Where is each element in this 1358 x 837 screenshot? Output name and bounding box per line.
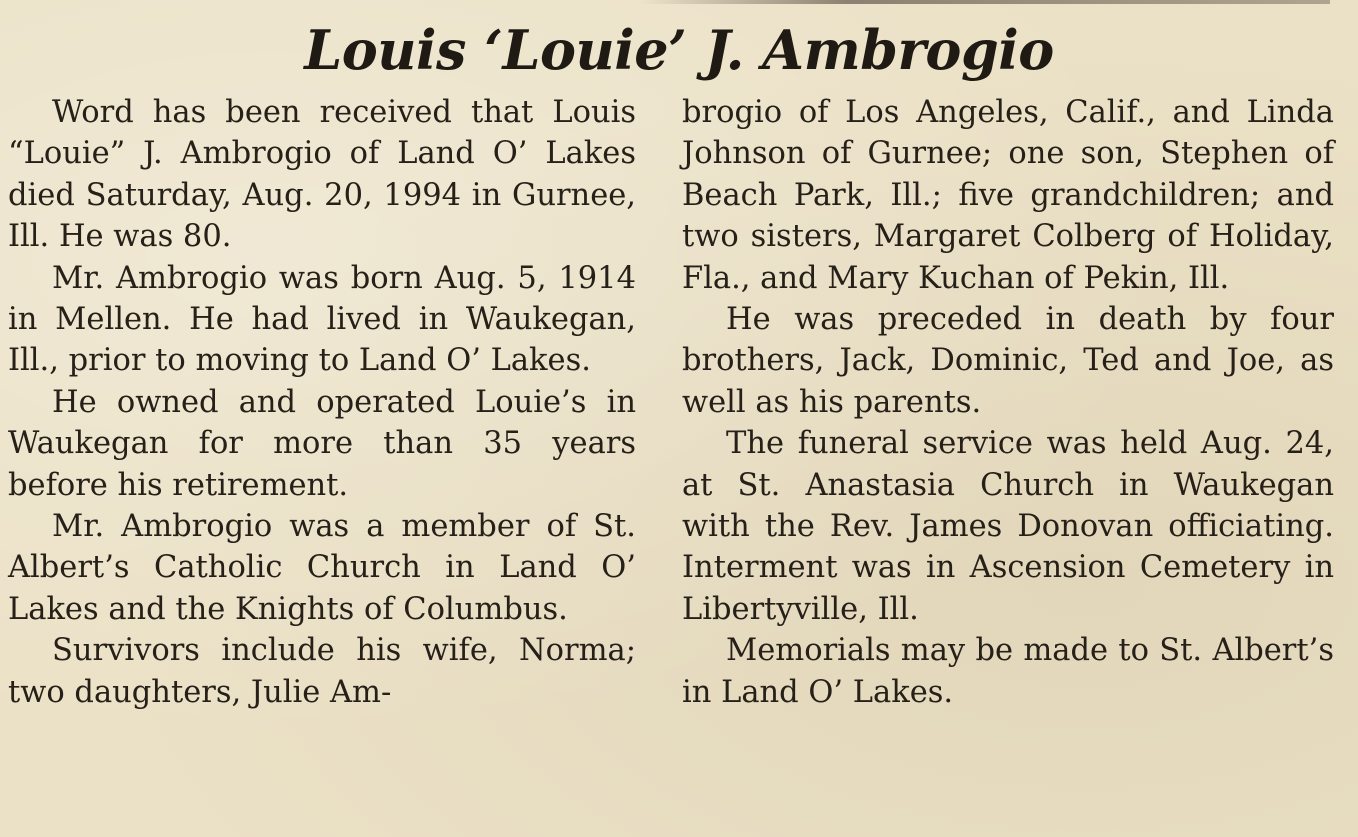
paragraph-death-notice: Word has been received that Louis “Louie” J. Ambrogio of Land O’ Lakes died Saturday, Aug. 20, 1994 in Gurnee, Ill. He was 80. bbox=[8, 95, 636, 255]
paragraph-birth: Mr. Ambrogio was born Aug. 5, 1914 in Mellen. He had lived in Waukegan, Ill., prior to moving to Land O’ Lakes. bbox=[8, 260, 636, 379]
paragraph-funeral-service: The funeral service was held Aug. 24, at St. Anastasia Church in Waukegan with the Rev. James Donovan officiating. Interment was in Ascension Cemetery in Libertyville, Ill. bbox=[682, 426, 1334, 627]
obituary-headline: Louis ‘Louie’ J. Ambrogio bbox=[304, 18, 1054, 82]
paragraph-membership: Mr. Ambrogio was a member of St. Albert’s Catholic Church in Land O’ Lakes and the Knights of Columbus. bbox=[8, 509, 636, 627]
paragraph-preceded-in-death: He was preceded in death by four brothers, Jack, Dominic, Ted and Joe, as well as his parents. bbox=[682, 302, 1334, 420]
paragraph-survivors-continued: brogio of Los Angeles, Calif., and Linda Johnson of Gurnee; one son, Stephen of Beach Park, Ill.; five grandchildren; and two sisters, Margaret Colberg of Holiday, Fla., and Mary Kuchan of Pekin, Ill. bbox=[682, 95, 1334, 296]
paragraph-survivors-start: Survivors include his wife, Norma; two daughters, Julie Am- bbox=[8, 633, 636, 710]
right-column bbox=[682, 92, 1334, 713]
left-column bbox=[8, 92, 636, 713]
paragraph-business: He owned and operated Louie’s in Waukegan for more than 35 years before his retirement. bbox=[8, 384, 636, 503]
paragraph-memorials: Memorials may be made to St. Albert’s in Land O’ Lakes. bbox=[682, 633, 1334, 710]
